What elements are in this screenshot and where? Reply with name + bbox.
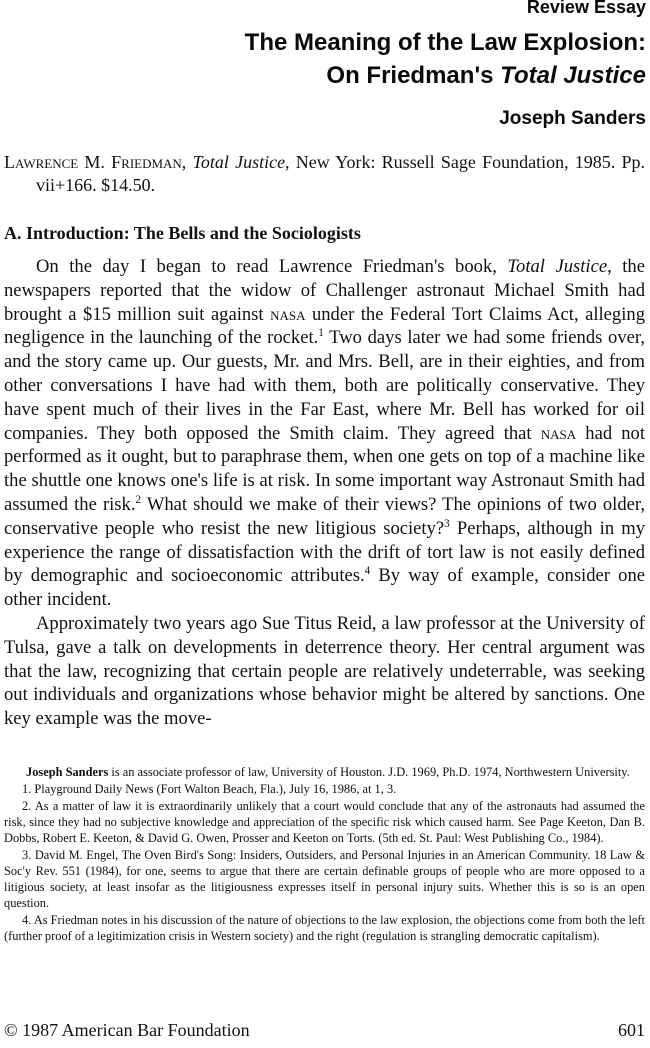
- footnote-2: 2. As a matter of law it is extraordinarily unlikely that a court would conclude that any of the astronauts had assumed the risk, since they had no subjective knowledge and appreciation of the specific risk which caused harm. See Page Keeton, Dan B. Dobbs, Robert E. Keeton, & David G. Owen, Prosser and Keeton on Torts. (5th ed. St. Paul: West Publishing Co., 1984).: [4, 799, 645, 845]
- citation-details: New York: Russell Sage Foundation, 1985. Pp. vii+166. $14.50.: [36, 152, 645, 195]
- article-type-label: Review Essay: [526, 0, 646, 17]
- text-run: Two days later we had some friends over, and the story came up. Our guests, Mr. and Mrs. Bell, are in their eighties, and from other conversations I have had with them, both are politically conservative. They have spent much of their lives in the Far East, where Mr. Bell has worked for oil companies. They both opposed the Smith claim. They agreed that: [4, 327, 645, 444]
- book-title-italic: Total Justice: [507, 256, 608, 277]
- paragraph-2: Approximately two years ago Sue Titus Reid, a law professor at the University of Tulsa, gave a talk on developments in deterrence theory. Her central argument was that the law, recognizing that certain people are relatively undeterrable, was seeking out individuals and organizations whose behavior might be altered by sanctions. One key example was the move-: [4, 612, 645, 730]
- text-run: , the newspapers reported that the widow of Challenger astronaut Michael Smith had brought a $15 million suit against: [4, 256, 645, 325]
- text-run: By way of example, consider one other incident.: [4, 565, 645, 611]
- title-prefix: On Friedman's: [326, 62, 501, 89]
- text-run: Perhaps, although in my experience the range of dissatisfaction with the drift of tort law is not easily defined by demographic and socioeconomic attributes.: [4, 517, 645, 587]
- text-run: under the Federal Tort Claims Act, alleging negligence in the launching of the rocket.: [4, 303, 645, 349]
- paragraph-1: [4, 255, 645, 612]
- footnote-3: 3. David M. Engel, The Oven Bird's Song: Insiders, Outsiders, and Personal Injuries in an American Community. 18 Law & Soc'y Rev. 551 (1984), for one, seems to argue that there are certain definable groups of people who are more opposed to a litigious society, at least insofar as the litigiousness expresses itself in personal injury suits. Whether this is so is an open question.: [4, 848, 645, 910]
- text-run: What should we make of their views? The opinions of two older, conservative people who resist the new litigious society?: [4, 493, 645, 539]
- copyright-notice: © 1987 American Bar Foundation: [4, 1020, 250, 1040]
- footnote-4: 4. As Friedman notes in his discussion of the nature of objections to the law explosion, the objections come from both the left (further proof of a legitimization crisis in Western society) and the right (regulation is strangling democratic capitalism).: [4, 913, 645, 943]
- footnote-ref-1[interactable]: 1: [318, 327, 324, 340]
- footnote-ref-3[interactable]: 3: [444, 517, 450, 530]
- text-run: On the day I began to read Lawrence Friedman's book,: [36, 256, 508, 277]
- page-number: 601: [618, 1020, 645, 1040]
- article-author: Joseph Sanders: [499, 108, 646, 129]
- bio-text: is an associate professor of law, University of Houston. J.D. 1969, Ph.D. 1974, Northwestern University.: [108, 765, 630, 779]
- bio-author-name: Joseph Sanders: [26, 765, 109, 779]
- citation-book-title: Total Justice,: [192, 152, 290, 172]
- footnote-ref-2[interactable]: 2: [135, 493, 142, 506]
- book-citation: [4, 151, 645, 197]
- footnote-1: 1. Playground Daily News (Fort Walton Beach, Fla.), July 16, 1986, at 1, 3.: [22, 782, 397, 796]
- nasa-smallcaps: nasa: [270, 303, 306, 325]
- author-bio-note: [4, 764, 645, 780]
- footnote-ref-4[interactable]: 4: [364, 565, 371, 578]
- article-title-line-1: The Meaning of the Law Explosion:: [244, 29, 646, 56]
- article-title-line-2: [326, 61, 646, 91]
- section-heading: A. Introduction: The Bells and the Sociologists: [4, 223, 361, 243]
- body-text: [4, 255, 645, 731]
- title-book-name: Total Justice: [500, 62, 646, 89]
- nasa-smallcaps: nasa: [540, 422, 577, 444]
- citation-author: Lawrence M. Friedman,: [4, 152, 187, 172]
- text-run: had not performed as it ought, but to paraphrase them, when one gets on top of a machine like the shuttle one knows one's life is at risk. In some important way Astronaut Smith had assumed the risk.: [4, 422, 646, 515]
- footnotes: [4, 764, 645, 945]
